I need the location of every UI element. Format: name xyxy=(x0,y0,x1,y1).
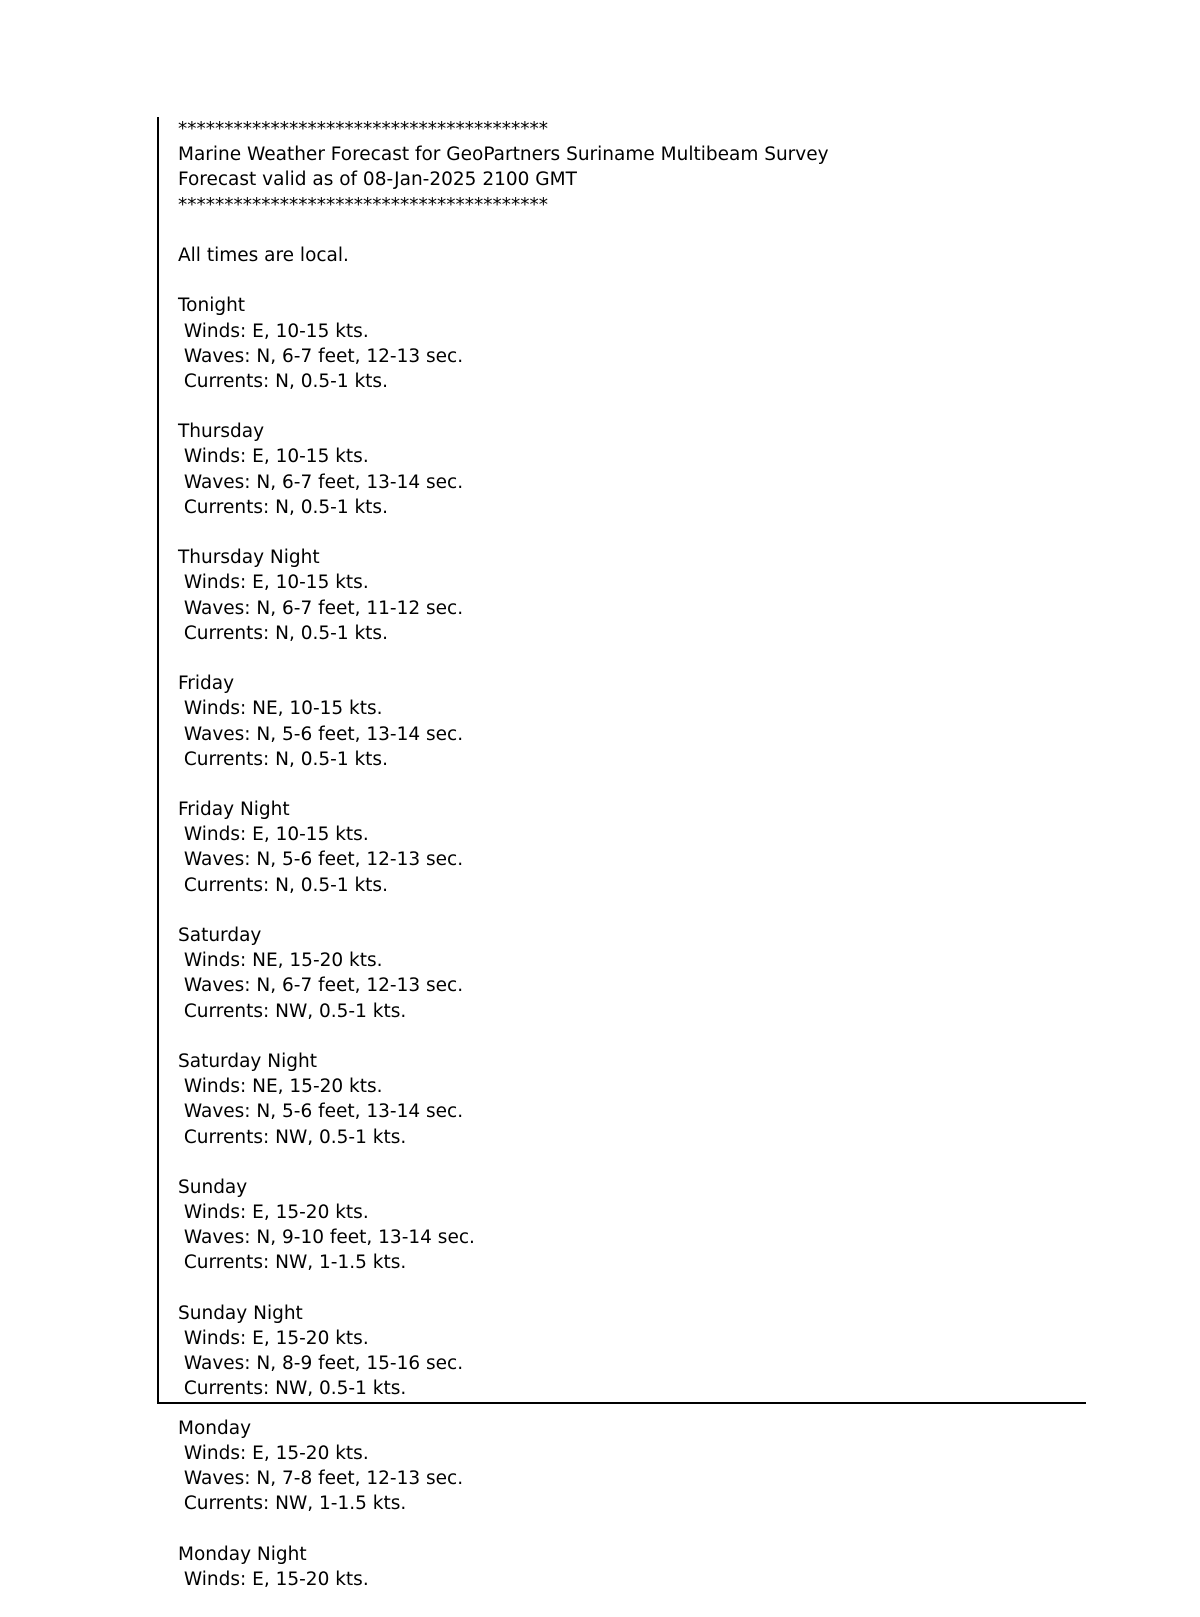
forecast-detail-line: Winds: NE, 15-20 kts. xyxy=(178,950,383,972)
forecast-detail-line: Waves: N, 5-6 feet, 13-14 sec. xyxy=(178,723,464,745)
document-title: Marine Weather Forecast for GeoPartners Suriname Multibeam Survey xyxy=(178,144,829,166)
forecast-section xyxy=(178,1416,1086,1517)
forecast-detail-line: Currents: N, 0.5-1 kts. xyxy=(178,748,388,770)
forecast-detail-line: Waves: N, 6-7 feet, 12-13 sec. xyxy=(178,975,464,997)
forecast-sections-continued xyxy=(157,1416,1086,1592)
forecast-detail-line: Currents: N, 0.5-1 kts. xyxy=(178,874,388,896)
forecast-section xyxy=(178,293,1086,394)
forecast-detail-line: Winds: NE, 15-20 kts. xyxy=(178,1076,383,1098)
forecast-detail-line: Waves: N, 6-7 feet, 12-13 sec. xyxy=(178,345,464,367)
forecast-detail-line: Winds: E, 10-15 kts. xyxy=(178,446,369,468)
day-heading: Saturday xyxy=(178,925,262,946)
day-heading: Sunday xyxy=(178,1176,248,1198)
forecast-detail-line: Winds: E, 15-20 kts. xyxy=(178,1202,369,1224)
forecast-detail-line: Waves: N, 8-9 feet, 15-16 sec. xyxy=(178,1353,464,1375)
forecast-section xyxy=(178,419,1086,520)
separator-line-bottom: **************************************** xyxy=(178,194,548,216)
forecast-detail-line: Winds: E, 10-15 kts. xyxy=(178,320,369,342)
forecast-detail-line: Currents: NW, 0.5-1 kts. xyxy=(178,1126,407,1148)
forecast-detail-line: Currents: N, 0.5-1 kts. xyxy=(178,496,388,518)
forecast-detail-line: Waves: N, 5-6 feet, 13-14 sec. xyxy=(178,1101,464,1123)
forecast-detail-line: Waves: N, 6-7 feet, 13-14 sec. xyxy=(178,471,464,493)
forecast-section xyxy=(178,797,1086,898)
forecast-detail-line: Currents: NW, 0.5-1 kts. xyxy=(178,1378,407,1400)
day-heading: Friday Night xyxy=(178,799,290,821)
forecast-section xyxy=(178,1049,1086,1150)
forecast-section xyxy=(178,1175,1086,1276)
forecast-detail-line: Waves: N, 5-6 feet, 12-13 sec. xyxy=(178,849,464,871)
day-heading: Monday xyxy=(178,1417,252,1439)
forecast-sections xyxy=(178,293,1086,1401)
day-heading: Friday xyxy=(178,673,235,695)
document-page xyxy=(157,117,1086,1617)
forecast-section xyxy=(178,923,1086,1024)
blank-line xyxy=(178,268,1086,293)
forecast-detail-line: Currents: NW, 0.5-1 kts. xyxy=(178,1000,407,1022)
forecast-detail-line: Winds: E, 15-20 kts. xyxy=(178,1442,369,1464)
day-heading: Saturday Night xyxy=(178,1050,317,1072)
forecast-detail-line: Waves: N, 9-10 feet, 13-14 sec. xyxy=(178,1227,475,1249)
forecast-detail-line: Winds: E, 10-15 kts. xyxy=(178,824,369,846)
day-heading: Tonight xyxy=(178,295,246,317)
day-heading: Thursday Night xyxy=(178,547,320,569)
forecast-section xyxy=(178,671,1086,772)
blank-line xyxy=(178,218,1086,243)
forecast-detail-line: Winds: E, 15-20 kts. xyxy=(178,1328,369,1349)
forecast-detail-line: Waves: N, 6-7 feet, 11-12 sec. xyxy=(178,597,464,619)
forecast-section xyxy=(178,1301,1086,1402)
forecast-box xyxy=(157,117,1086,1404)
forecast-detail-line: Winds: NE, 10-15 kts. xyxy=(178,698,383,720)
times-note: All times are local. xyxy=(178,244,349,266)
forecast-valid-line: Forecast valid as of 08-Jan-2025 2100 GMT xyxy=(178,169,577,191)
forecast-detail-line: Waves: N, 7-8 feet, 12-13 sec. xyxy=(178,1467,464,1489)
forecast-detail-line: Currents: N, 0.5-1 kts. xyxy=(178,622,388,644)
separator-line-top: **************************************** xyxy=(178,119,548,140)
forecast-detail-line: Currents: N, 0.5-1 kts. xyxy=(178,370,388,392)
day-heading: Thursday xyxy=(178,421,265,443)
day-heading: Monday Night xyxy=(178,1543,307,1565)
forecast-detail-line: Winds: E, 10-15 kts. xyxy=(178,572,369,594)
day-heading: Sunday Night xyxy=(178,1302,303,1324)
forecast-section xyxy=(178,1542,1086,1592)
forecast-section xyxy=(178,545,1086,646)
forecast-detail-line: Winds: E, 15-20 kts. xyxy=(178,1568,369,1590)
forecast-detail-line: Currents: NW, 1-1.5 kts. xyxy=(178,1252,407,1274)
forecast-detail-line: Currents: NW, 1-1.5 kts. xyxy=(178,1493,407,1515)
